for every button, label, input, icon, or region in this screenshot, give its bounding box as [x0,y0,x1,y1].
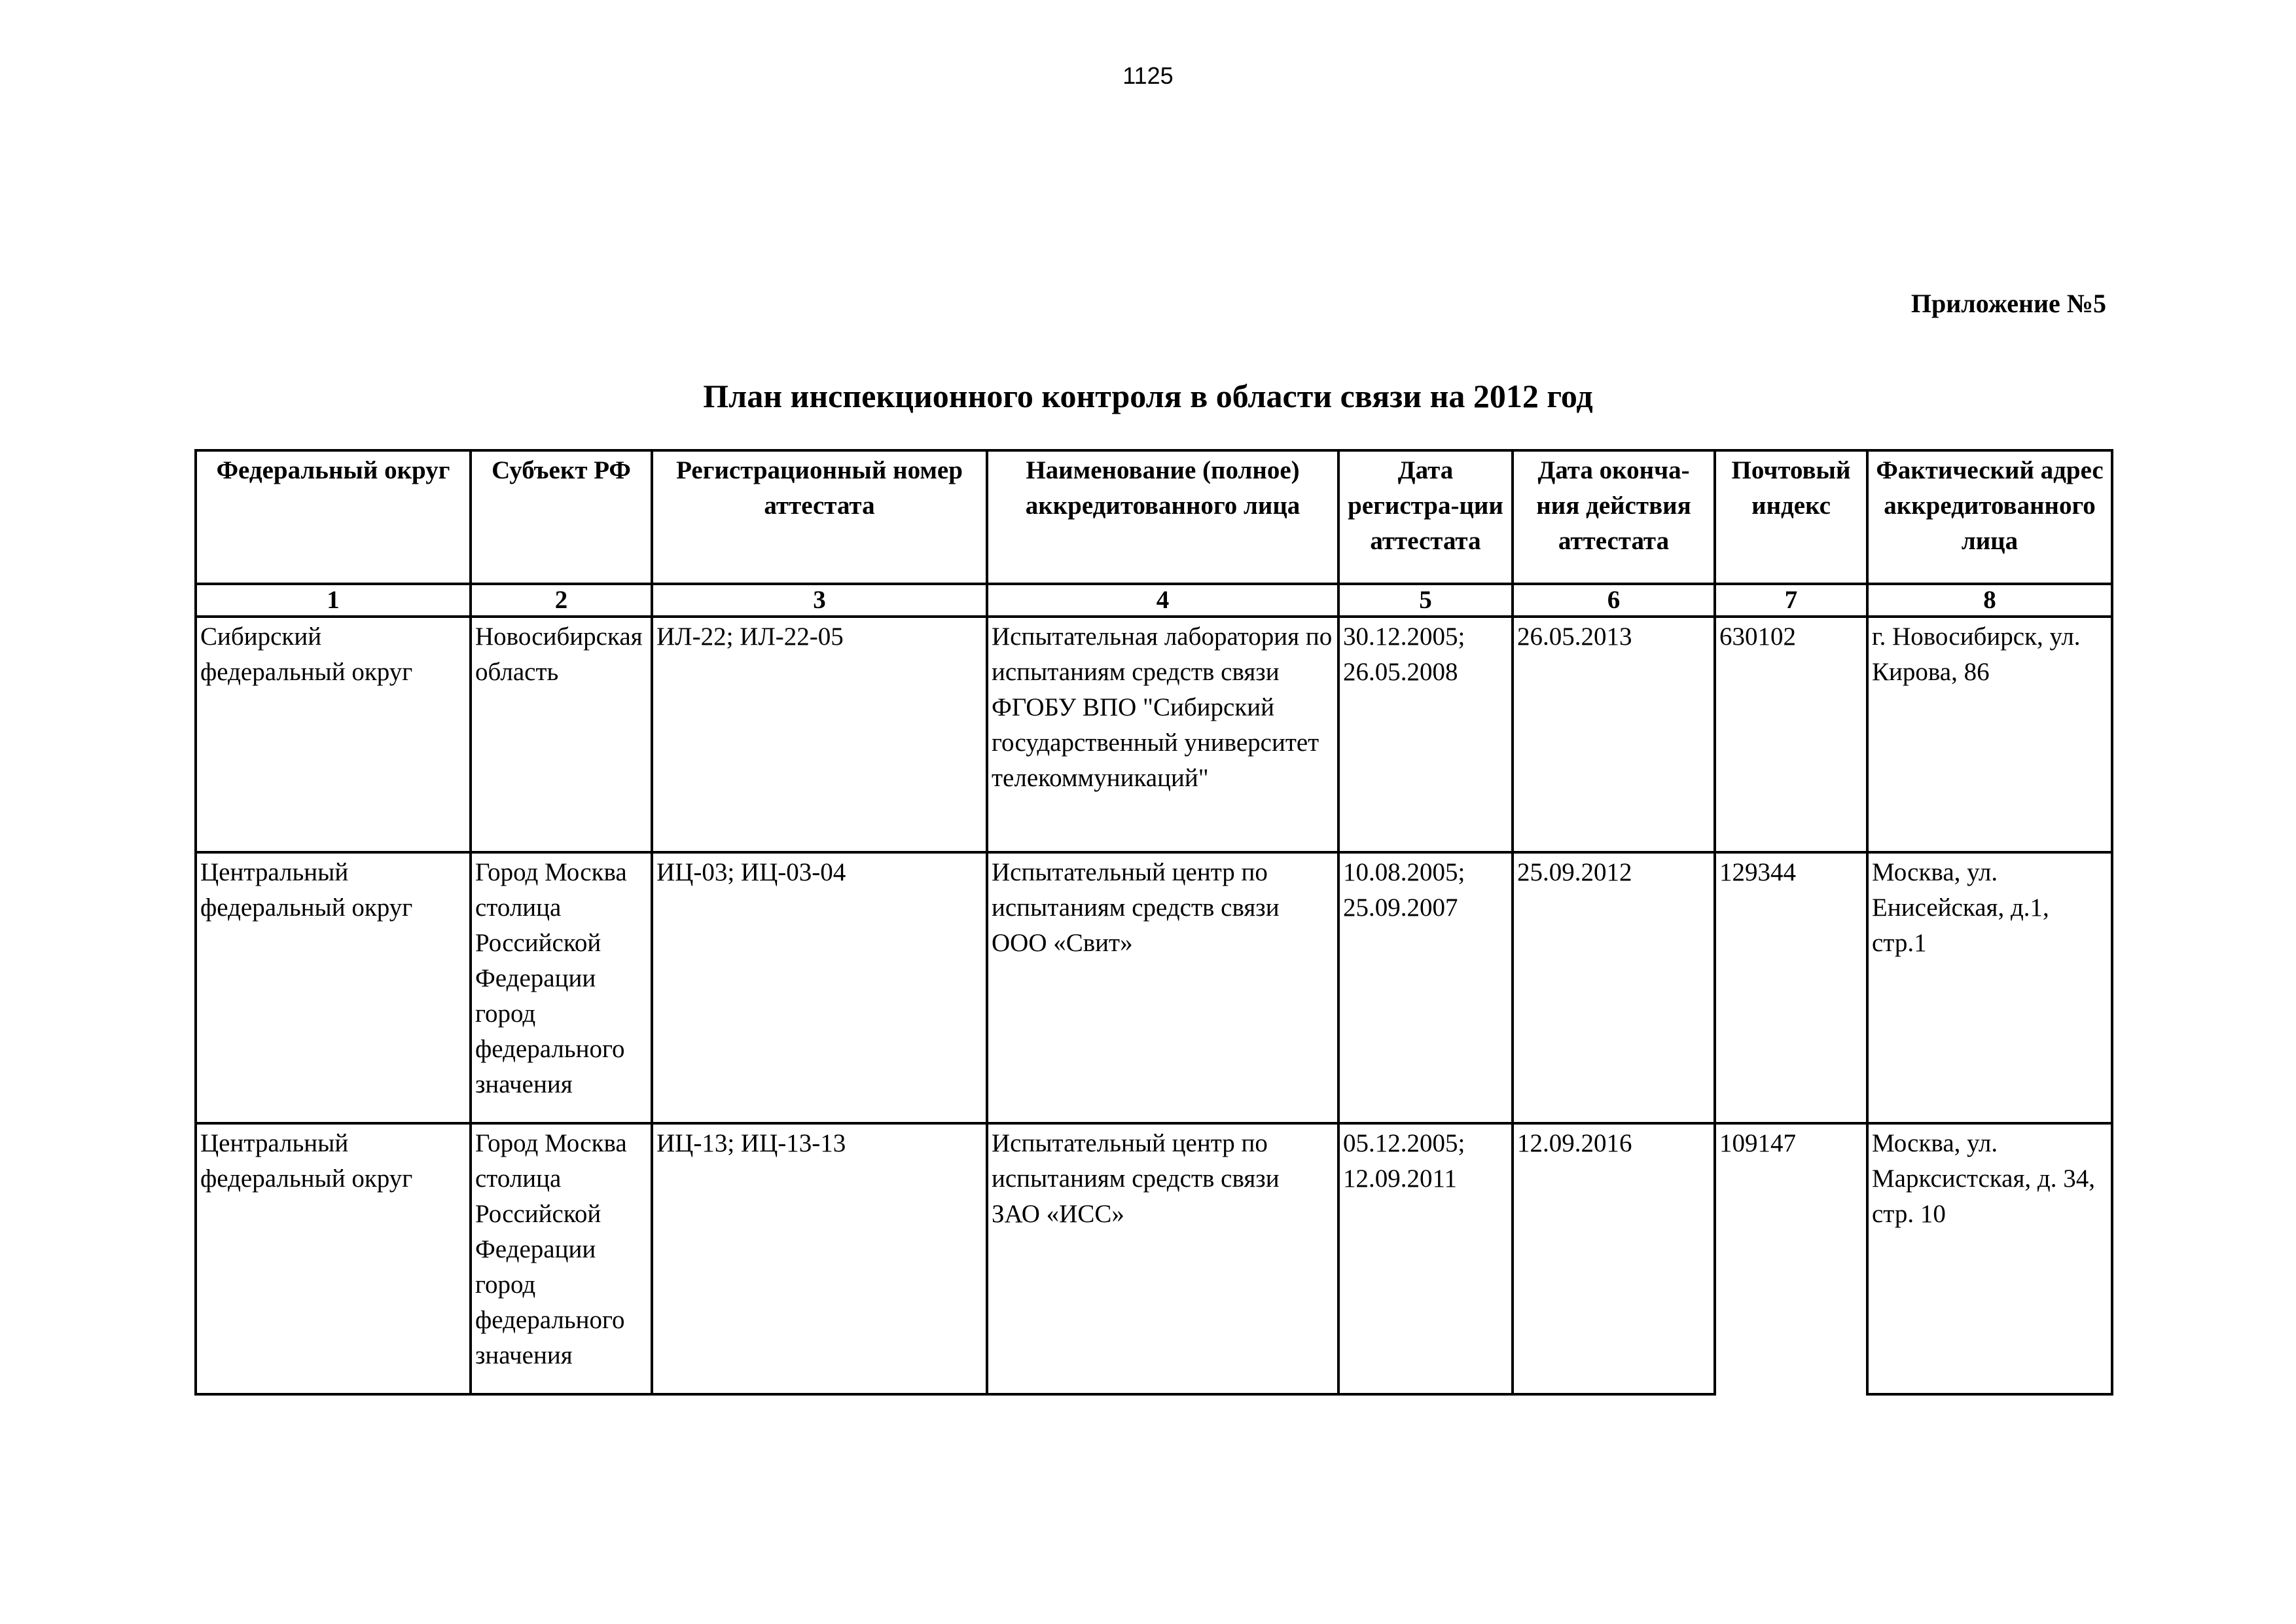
cell-district: Сибирский федеральный округ [196,617,471,852]
cell-postal-code: 109147 [1715,1123,1867,1394]
cell-address: г. Новосибирск, ул. Кирова, 86 [1867,617,2112,852]
page-number: 1125 [1122,62,1174,89]
cell-name: Испытательный центр по испытаниям средств связи ЗАО «ИСС» [987,1123,1338,1394]
header-registration-number: Регистрационный номер аттестата [652,450,987,584]
cell-reg-number: ИЦ-03; ИЦ-03-04 [652,852,987,1123]
cell-subject: Новосибирская область [471,617,652,852]
cell-district: Центральный федеральный округ [196,1123,471,1394]
header-federal-district: Федеральный округ [196,450,471,584]
column-number-row [196,584,2112,617]
column-number: 2 [471,584,652,617]
cell-end-date: 25.09.2012 [1513,852,1715,1123]
cell-subject: Город Москва столица Российской Федерации город федерального значения [471,1123,652,1394]
cell-district: Центральный федеральный округ [196,852,471,1123]
header-expiration-date: Дата оконча-ния действия аттестата [1513,450,1715,584]
header-subject: Субъект РФ [471,450,652,584]
header-postal-code: Почтовый индекс [1715,450,1867,584]
cell-name: Испытательный центр по испытаниям средств связи ООО «Свит» [987,852,1338,1123]
cell-postal-code: 630102 [1715,617,1867,852]
appendix-label: Приложение №5 [1910,289,2106,318]
header-accredited-name: Наименование (полное) аккредитованного лица [987,450,1338,584]
table-row [196,852,2112,1123]
column-number: 5 [1338,584,1513,617]
cell-address: Москва, ул. Енисейская, д.1, стр.1 [1867,852,2112,1123]
cell-end-date: 12.09.2016 [1513,1123,1715,1394]
inspection-plan-table [194,449,2113,1396]
cell-subject: Город Москва столица Российской Федерации город федерального значения [471,852,652,1123]
document-title: План инспекционного контроля в области связи на 2012 год [703,378,1593,414]
column-number: 6 [1513,584,1715,617]
header-registration-date: Дата регистра-ции аттестата [1338,450,1513,584]
column-number: 1 [196,584,471,617]
cell-address: Москва, ул. Марксистская, д. 34, стр. 10 [1867,1123,2112,1394]
column-number: 7 [1715,584,1867,617]
header-address: Фактический адрес аккредитованного лица [1867,450,2112,584]
cell-reg-number: ИЛ-22; ИЛ-22-05 [652,617,987,852]
column-number: 8 [1867,584,2112,617]
cell-name: Испытательная лаборатория по испытаниям средств связи ФГОБУ ВПО "Сибирский государственный университет телекоммуникаций" [987,617,1338,852]
column-number: 4 [987,584,1338,617]
cell-reg-number: ИЦ-13; ИЦ-13-13 [652,1123,987,1394]
cell-end-date: 26.05.2013 [1513,617,1715,852]
table-row [196,1123,2112,1394]
cell-reg-date: 30.12.2005; 26.05.2008 [1338,617,1513,852]
table-header-row [196,450,2112,584]
column-number: 3 [652,584,987,617]
cell-reg-date: 05.12.2005; 12.09.2011 [1338,1123,1513,1394]
cell-reg-date: 10.08.2005; 25.09.2007 [1338,852,1513,1123]
table-row [196,617,2112,852]
cell-postal-code: 129344 [1715,852,1867,1123]
